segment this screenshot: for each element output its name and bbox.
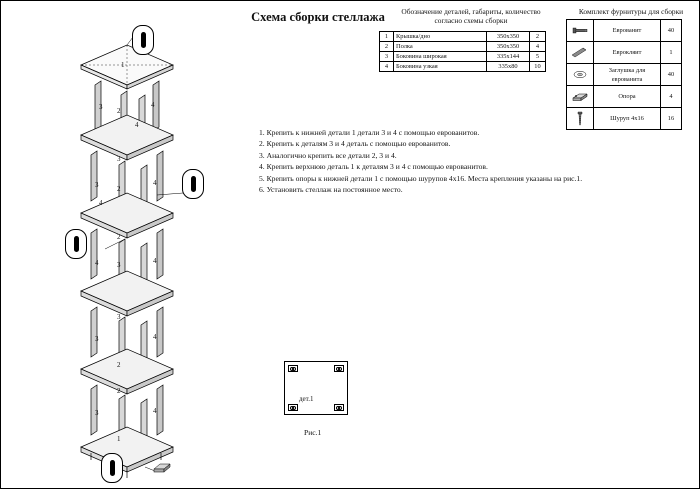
- fitting-quantity: 16: [661, 108, 682, 130]
- annotation-number: 4: [135, 121, 139, 129]
- callout-marker-top: [132, 25, 154, 55]
- fitting-name: Еврокляит: [594, 42, 661, 64]
- table-row: [567, 42, 682, 64]
- table-row: [567, 86, 682, 108]
- annotation-number: 2: [117, 107, 121, 115]
- fitting-name: Еврованит: [594, 20, 661, 42]
- part-number: 1: [380, 32, 394, 42]
- support-sample-icon: [151, 459, 175, 475]
- annotation-number: 4: [153, 257, 157, 265]
- fitting-name: [594, 64, 661, 86]
- eurobolt-symbol-icon: [141, 32, 146, 48]
- annotation-number: 3: [117, 155, 121, 163]
- annotation-number: 2: [117, 361, 121, 369]
- fitting-image-cell: [567, 42, 594, 64]
- parts-table: [379, 31, 546, 72]
- fitting-quantity: 40: [661, 64, 682, 86]
- instruction-step: 3. Аналогично крепить все детали 2, 3 и 4.: [259, 150, 397, 160]
- mount-point: [334, 365, 344, 372]
- annotation-number: 4: [95, 259, 99, 267]
- annotation-number: 3: [95, 409, 99, 417]
- mount-point: [288, 365, 298, 372]
- callout-marker-bottom: [101, 453, 123, 483]
- eurokey-icon: [569, 43, 591, 62]
- figure-1: [284, 361, 354, 423]
- annotation-number: 2: [117, 185, 121, 193]
- callout-marker-middle: [182, 169, 204, 199]
- table-row: [380, 32, 546, 42]
- part-number: 2: [380, 42, 394, 52]
- table-row: [380, 52, 546, 62]
- instruction-step: 4. Крепить верхнюю деталь 1 к деталям 3 и 4 с помощью еврованитов.: [259, 162, 488, 172]
- callout-marker-left: [65, 229, 87, 259]
- annotation-number: 2: [117, 233, 121, 241]
- part-name: Полка: [394, 42, 487, 52]
- annotation-number: 4: [153, 179, 157, 187]
- part-name: Боковина широкая: [394, 52, 487, 62]
- mount-point: [288, 404, 298, 411]
- instruction-step: 5. Крепить опоры к нижней детали 1 с помощью шурупов 4х16. Места крепления указаны на рис.1.: [259, 173, 583, 183]
- part-label: дет.1: [299, 395, 314, 403]
- screw-icon: [569, 109, 591, 128]
- table-row: [380, 62, 546, 72]
- instruction-step: 2. Крепить к деталям 3 и 4 деталь с помощью еврованитов.: [259, 139, 451, 149]
- fitting-image-cell: [567, 64, 594, 86]
- table-row: [380, 42, 546, 52]
- annotation-number: 1: [121, 61, 125, 69]
- fitting-table-title: Комплект фурнитуры для сборки: [578, 7, 684, 16]
- support-icon: [569, 87, 591, 106]
- part-dimensions: 350х350: [487, 42, 530, 52]
- parts-table-title-line1: Обозначение деталей, габариты, количество: [401, 7, 541, 16]
- annotation-number: 1: [117, 435, 121, 443]
- mount-point: [334, 404, 344, 411]
- fitting-table: [566, 19, 682, 130]
- figure-caption: Рис.1: [304, 428, 322, 437]
- annotation-number: 3: [99, 103, 103, 111]
- part-dimensions: 335х80: [487, 62, 530, 72]
- table-row: [567, 64, 682, 86]
- parts-table-title-line2: согласно схемы сборки: [434, 16, 508, 25]
- annotation-number: 3: [117, 261, 121, 269]
- fitting-quantity: 1: [661, 42, 682, 64]
- part-1-outline: [284, 361, 348, 415]
- fitting-image-cell: [567, 20, 594, 42]
- eurobolt-symbol-icon: [74, 236, 79, 252]
- annotation-number: 3: [95, 181, 99, 189]
- part-quantity: 2: [530, 32, 546, 42]
- assembly-drawing: [61, 23, 241, 478]
- fitting-name-line1: Заглушка для: [608, 66, 646, 74]
- fitting-quantity: 4: [661, 86, 682, 108]
- screw-symbol-icon: [110, 460, 115, 476]
- annotation-number: 4: [99, 199, 103, 207]
- table-row: [567, 20, 682, 42]
- fitting-name: Шуруп 4х16: [594, 108, 661, 130]
- part-dimensions: 335х144: [487, 52, 530, 62]
- annotation-number: 4: [153, 333, 157, 341]
- eurobolt-symbol-icon: [191, 176, 196, 192]
- fitting-name-line2: еврованита: [611, 75, 643, 83]
- instruction-step: 1. Крепить к нижней детали 1 детали 3 и 4 с помощью еврованитов.: [259, 128, 480, 137]
- annotation-number: 3: [117, 313, 121, 321]
- page-title: Схема сборки стеллажа: [251, 10, 385, 24]
- annotation-number: 4: [151, 101, 155, 109]
- annotation-number: 2: [117, 387, 121, 395]
- fitting-quantity: 40: [661, 20, 682, 42]
- part-name: Крышка/дно: [394, 32, 487, 42]
- part-name: Боковина узкая: [394, 62, 487, 72]
- part-quantity: 5: [530, 52, 546, 62]
- instructions-list: [259, 127, 659, 195]
- part-quantity: 4: [530, 42, 546, 52]
- annotation-number: 3: [95, 335, 99, 343]
- fitting-name: Опора: [594, 86, 661, 108]
- part-number: 4: [380, 62, 394, 72]
- instruction-step: 6. Установить стеллаж на постоянное место.: [259, 185, 403, 195]
- eurobolt-icon: [569, 21, 591, 40]
- part-quantity: 10: [530, 62, 546, 72]
- cap-icon: [569, 65, 591, 84]
- parts-table-title: [379, 7, 563, 25]
- part-dimensions: 350х350: [487, 32, 530, 42]
- part-number: 3: [380, 52, 394, 62]
- fitting-image-cell: [567, 86, 594, 108]
- annotation-number: 4: [153, 407, 157, 415]
